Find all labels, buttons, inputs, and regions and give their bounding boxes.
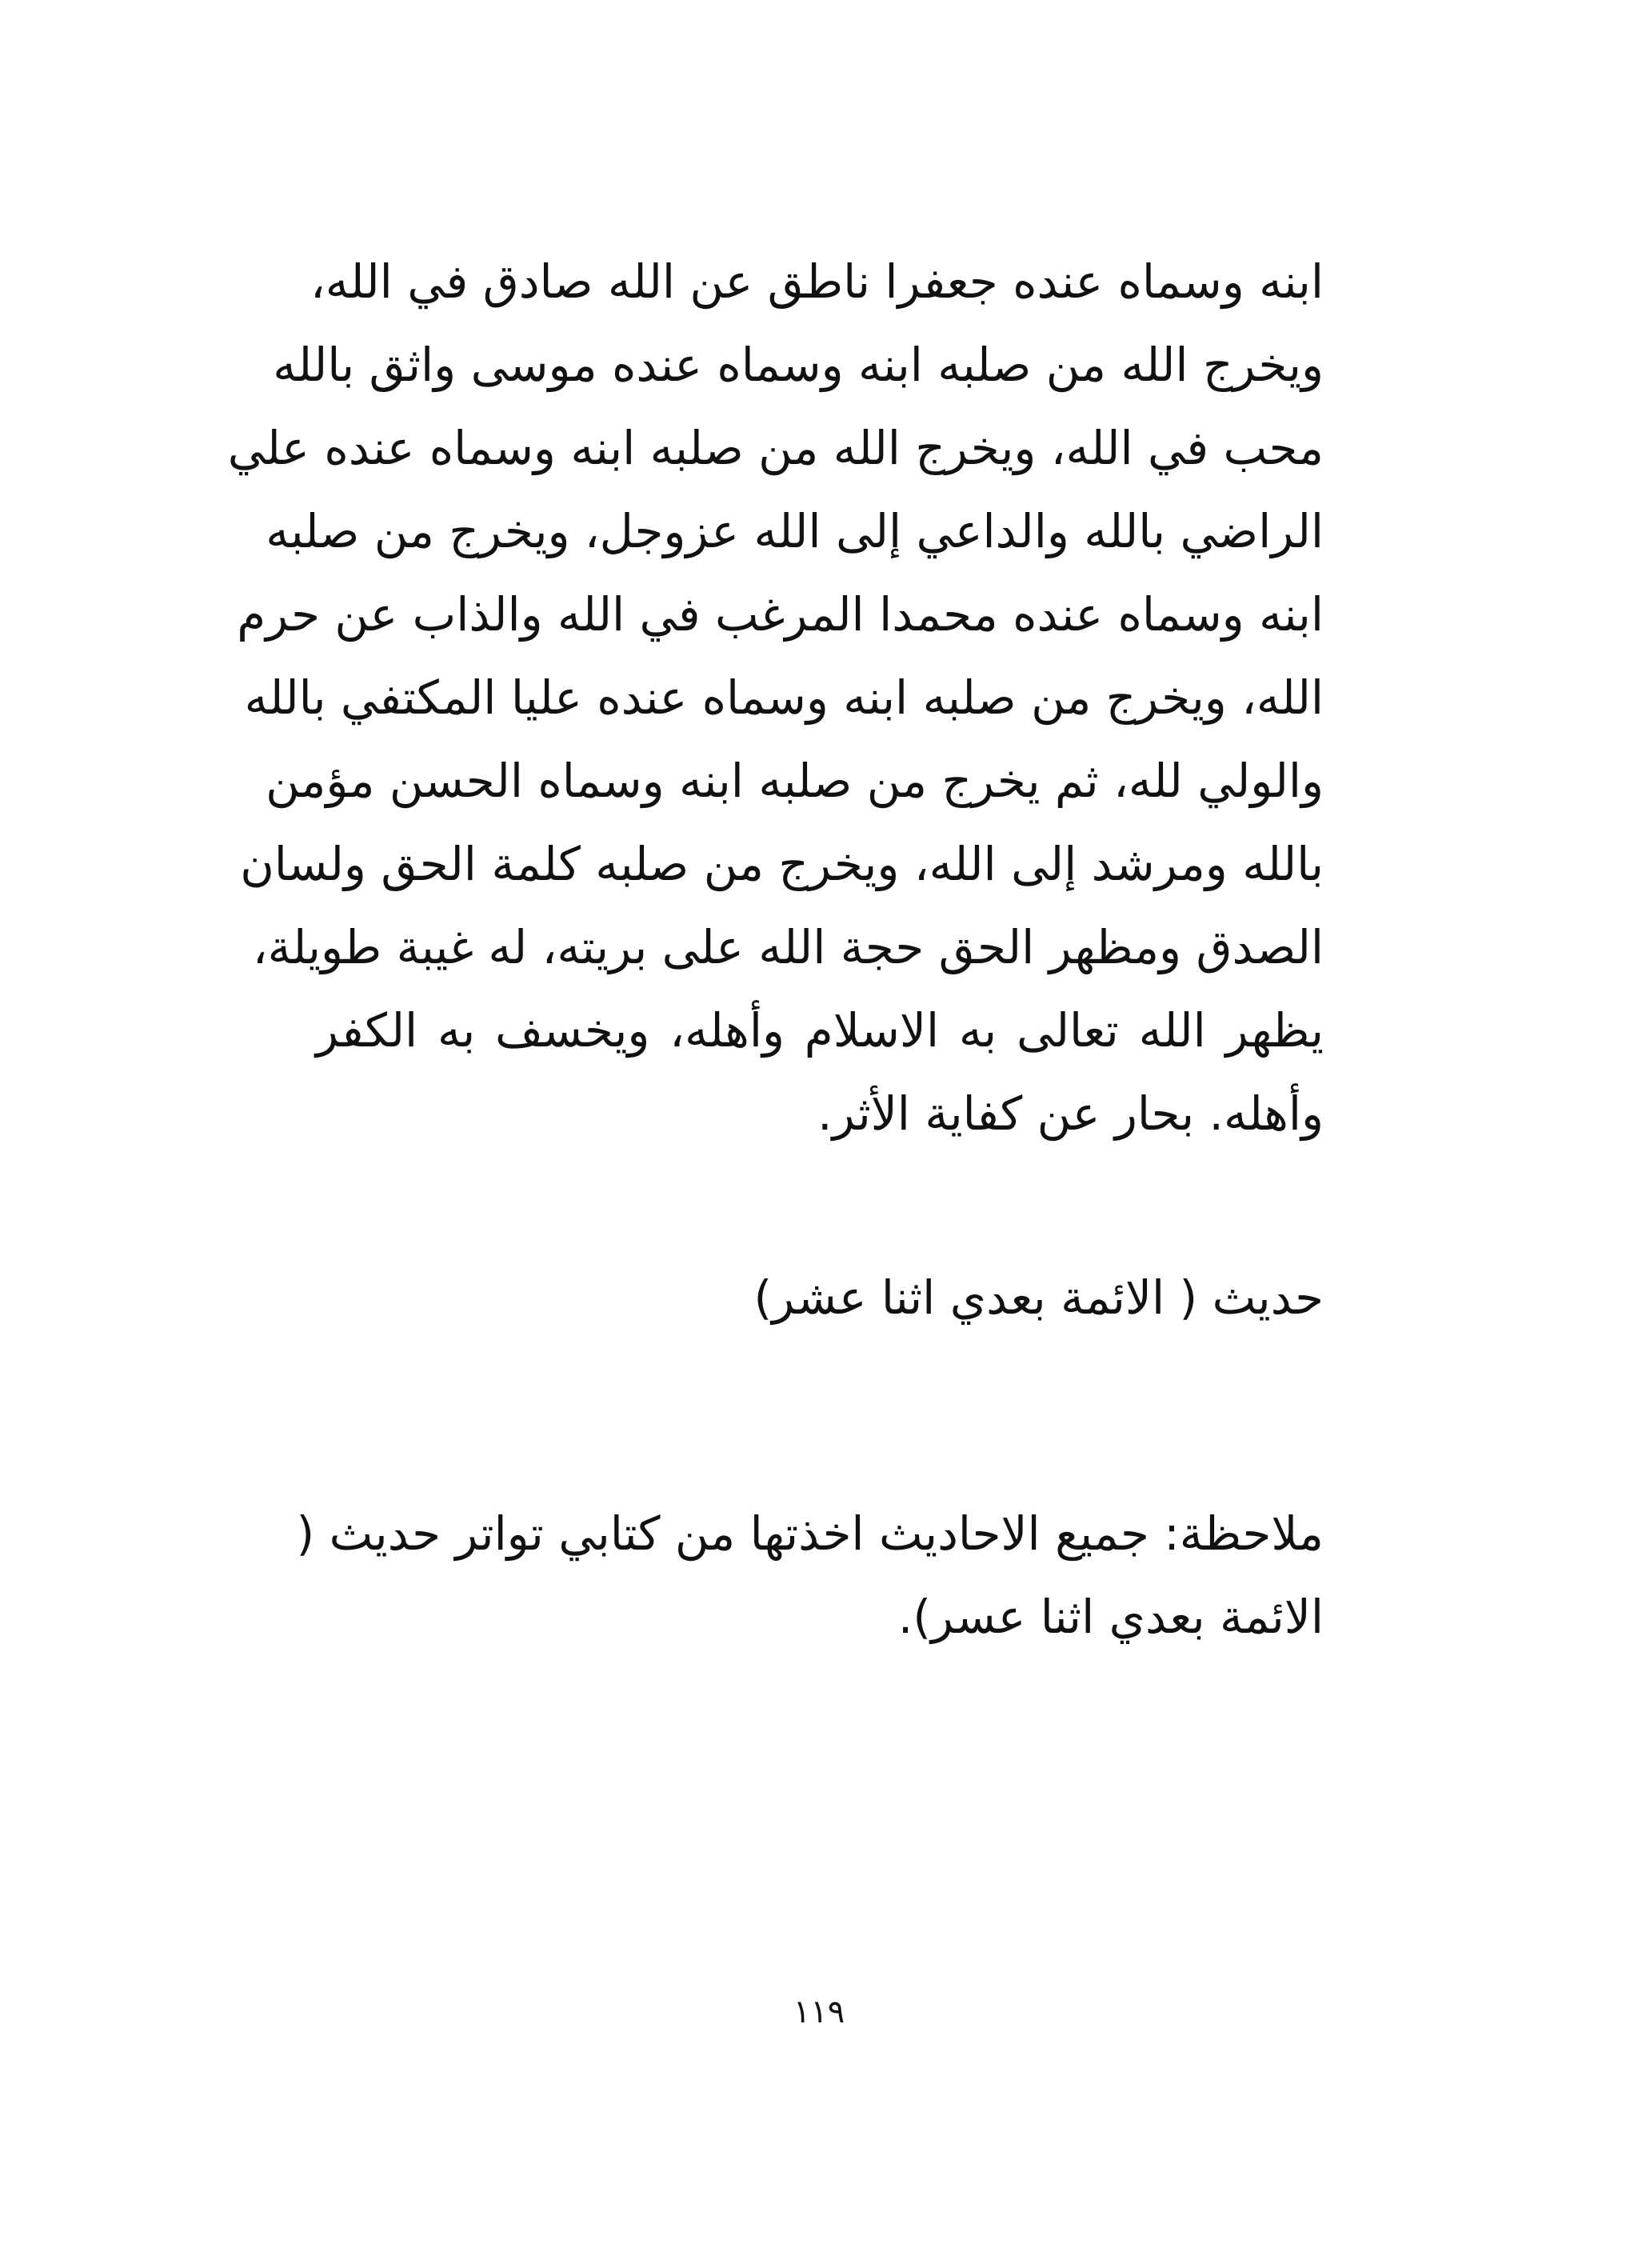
paragraph-line: والولي لله، ثم يخرج من صلبه ابنه وسماه الحسن مؤمن	[266, 754, 1324, 808]
paragraph-line: الصدق ومظهر الحق حجة الله على بريته، له غيبة طويلة،	[252, 920, 1324, 974]
page-number: ١١٩	[793, 1994, 845, 2030]
note-line: ملاحظة: جميع الاحاديث اخذتها من كتابي تواتر حديث (	[296, 1506, 1324, 1561]
paragraph-line: ابنه وسماه عنده جعفرا ناطق عن الله صادق في الله،	[310, 254, 1324, 309]
paragraph-line: ويخرج الله من صلبه ابنه وسماه عنده موسى واثق بالله	[273, 338, 1324, 392]
hadith-heading-text: حديث ( الائمة بعدي اثنا عشر)	[753, 1270, 1324, 1325]
hadith-heading	[316, 1256, 1324, 1339]
paragraph-line: وأهله. بحار عن كفاية الأثر.	[817, 1086, 1324, 1141]
paragraph-line: ابنه وسماه عنده محمدا المرغب في الله والذاب عن حرم	[237, 587, 1324, 642]
paragraph-line: محب في الله، ويخرج الله من صلبه ابنه وسماه عنده علي	[227, 421, 1324, 475]
note-block	[296, 1492, 1324, 1658]
paragraph-line: الله، ويخرج من صلبه ابنه وسماه عنده عليا المكتفي بالله	[244, 670, 1324, 725]
paragraph-line: يظهر الله تعالى به الاسلام وأهله، ويخسف به الكفر	[316, 1003, 1324, 1058]
main-paragraph	[227, 240, 1324, 1155]
note-line: الائمة بعدي اثنا عسر).	[897, 1590, 1324, 1644]
paragraph-line: بالله ومرشد إلى الله، ويخرج من صلبه كلمة الحق ولسان	[240, 837, 1324, 891]
paragraph-line: الراضي بالله والداعي إلى الله عزوجل، ويخرج من صلبه	[266, 504, 1324, 558]
